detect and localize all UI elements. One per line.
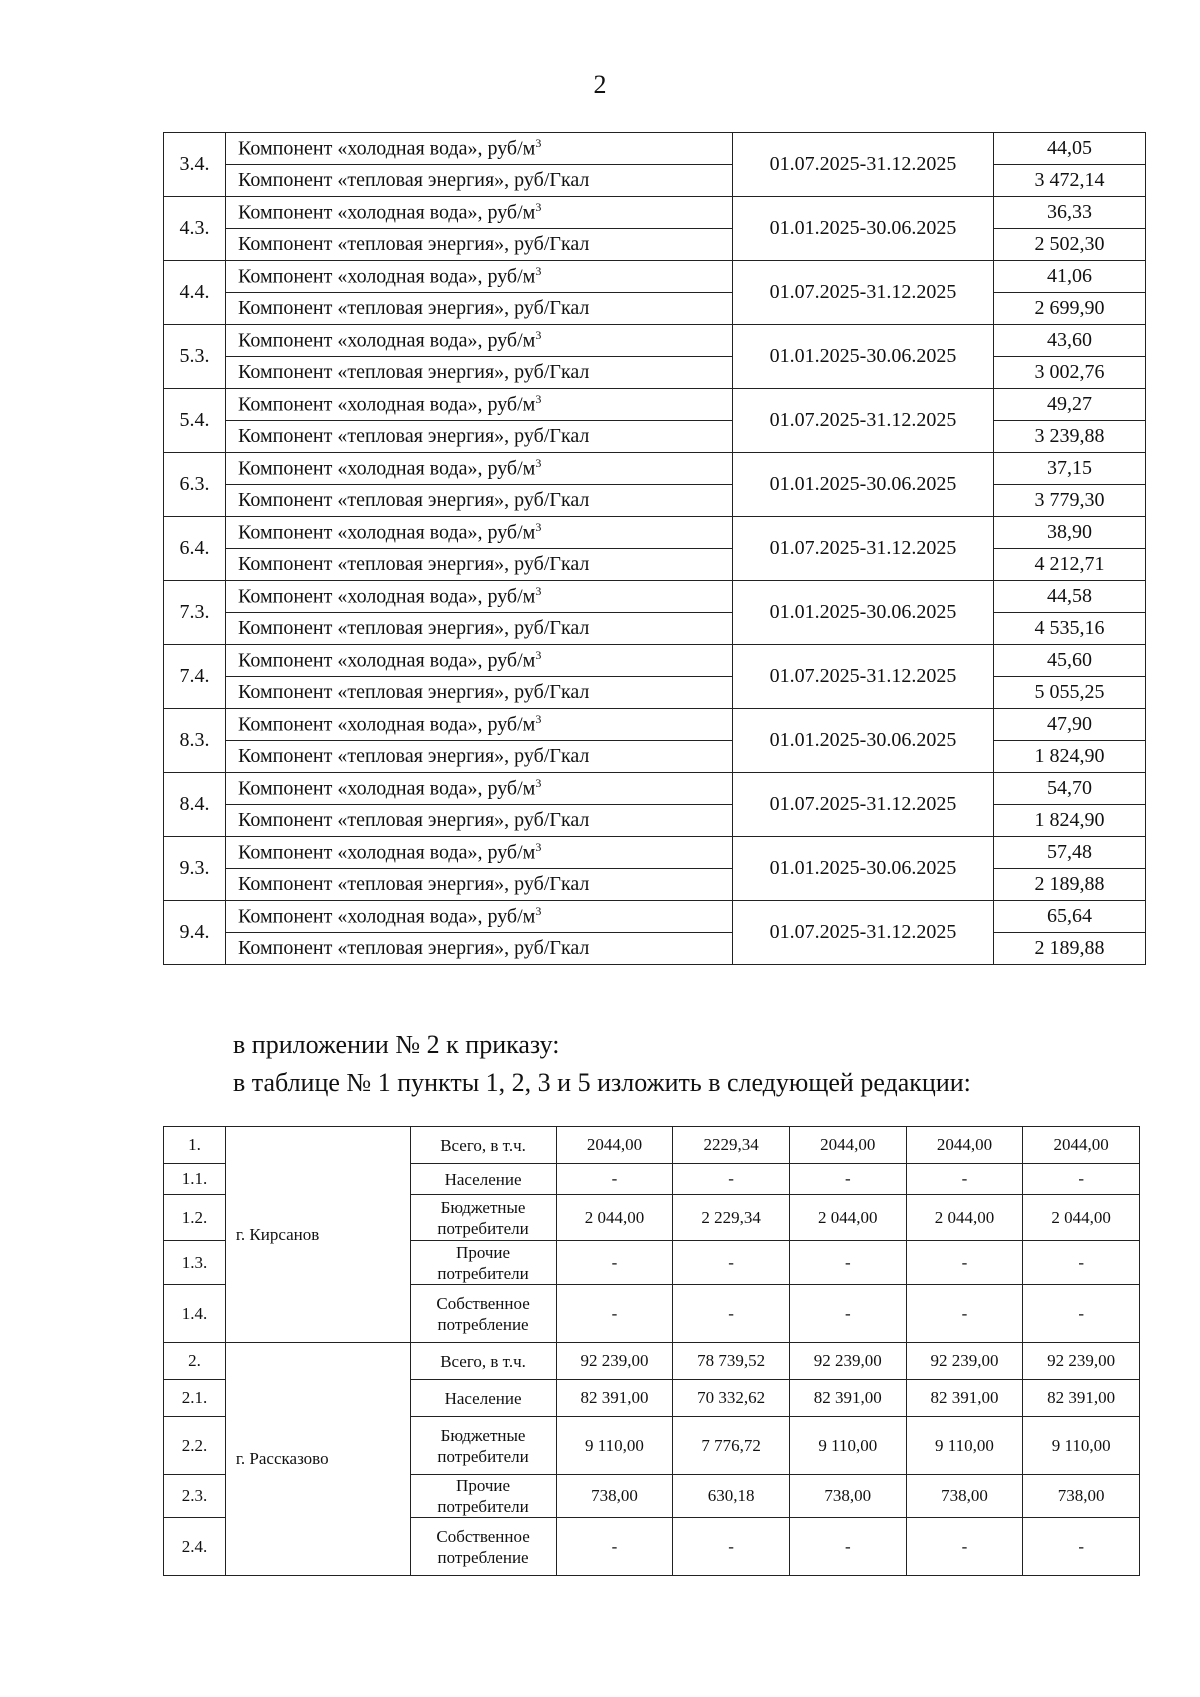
cubic-superscript: 3 — [535, 328, 542, 343]
volume-table — [163, 1126, 1140, 1576]
consumer-category: Всего, в т.ч. — [410, 1343, 556, 1380]
tariff-row — [164, 869, 1146, 901]
cold-water-value: 49,27 — [994, 389, 1146, 421]
tariff-row — [164, 293, 1146, 325]
volume-item-number: 1.2. — [164, 1195, 226, 1241]
volume-value: 738,00 — [789, 1475, 906, 1518]
volume-value: - — [789, 1164, 906, 1195]
volume-value: 7 776,72 — [673, 1417, 790, 1475]
volume-value: 78 739,52 — [673, 1343, 790, 1380]
volume-value: - — [789, 1285, 906, 1343]
cold-water-label-text: Компонент «холодная вода», руб/м — [238, 521, 536, 544]
cubic-superscript: 3 — [535, 520, 542, 535]
volume-value: 738,00 — [906, 1475, 1023, 1518]
consumer-category: Бюджетные потребители — [410, 1195, 556, 1241]
heat-energy-value: 3 472,14 — [994, 165, 1146, 197]
volume-value: - — [556, 1164, 673, 1195]
cold-water-value: 38,90 — [994, 517, 1146, 549]
volume-item-number: 2.2. — [164, 1417, 226, 1475]
heat-energy-component-label: Компонент «тепловая энергия», руб/Гкал — [226, 805, 733, 837]
tariff-row — [164, 837, 1146, 869]
tariff-row — [164, 677, 1146, 709]
volume-value: - — [1023, 1518, 1140, 1576]
tariff-item-number: 5.3. — [164, 325, 226, 389]
volume-value: 82 391,00 — [906, 1380, 1023, 1417]
volume-value: 92 239,00 — [789, 1343, 906, 1380]
cold-water-component-label — [226, 133, 733, 165]
intro-line-2: в таблице № 1 пункты 1, 2, 3 и 5 изложить в следующей редакции: — [233, 1068, 971, 1097]
tariff-item-number: 5.4. — [164, 389, 226, 453]
cold-water-component-label — [226, 453, 733, 485]
heat-energy-component-label: Компонент «тепловая энергия», руб/Гкал — [226, 869, 733, 901]
tariff-row — [164, 133, 1146, 165]
volume-value: 82 391,00 — [1023, 1380, 1140, 1417]
heat-energy-component-label: Компонент «тепловая энергия», руб/Гкал — [226, 933, 733, 965]
cold-water-component-label — [226, 389, 733, 421]
cubic-superscript: 3 — [535, 584, 542, 599]
cubic-superscript: 3 — [535, 200, 542, 215]
volume-value: - — [906, 1518, 1023, 1576]
volume-value: 2044,00 — [1023, 1127, 1140, 1164]
tariff-table — [163, 132, 1146, 965]
heat-energy-component-label: Компонент «тепловая энергия», руб/Гкал — [226, 293, 733, 325]
volume-item-number: 2.4. — [164, 1518, 226, 1576]
cold-water-label-text: Компонент «холодная вода», руб/м — [238, 201, 536, 224]
intro-line-1: в приложении № 2 к приказу: — [233, 1030, 560, 1059]
volume-value: - — [1023, 1164, 1140, 1195]
tariff-period: 01.07.2025-31.12.2025 — [733, 901, 994, 965]
volume-value: 92 239,00 — [1023, 1343, 1140, 1380]
tariff-item-number: 6.3. — [164, 453, 226, 517]
tariff-row — [164, 773, 1146, 805]
tariff-period: 01.07.2025-31.12.2025 — [733, 389, 994, 453]
heat-energy-component-label: Компонент «тепловая энергия», руб/Гкал — [226, 165, 733, 197]
tariff-item-number: 4.3. — [164, 197, 226, 261]
cold-water-component-label — [226, 901, 733, 933]
heat-energy-component-label: Компонент «тепловая энергия», руб/Гкал — [226, 741, 733, 773]
cubic-superscript: 3 — [535, 264, 542, 279]
cold-water-component-label — [226, 773, 733, 805]
volume-item-number: 1. — [164, 1127, 226, 1164]
cold-water-label-text: Компонент «холодная вода», руб/м — [238, 265, 536, 288]
volume-value: 2 229,34 — [673, 1195, 790, 1241]
consumer-category: Прочие потребители — [410, 1475, 556, 1518]
tariff-row — [164, 165, 1146, 197]
cubic-superscript: 3 — [535, 776, 542, 791]
tariff-period: 01.07.2025-31.12.2025 — [733, 517, 994, 581]
consumer-category: Прочие потребители — [410, 1241, 556, 1285]
volume-value: - — [1023, 1241, 1140, 1285]
volume-value: 9 110,00 — [1023, 1417, 1140, 1475]
page-number: 2 — [593, 70, 607, 99]
tariff-row — [164, 389, 1146, 421]
cold-water-value: 65,64 — [994, 901, 1146, 933]
tariff-period: 01.07.2025-31.12.2025 — [733, 645, 994, 709]
volume-value: 9 110,00 — [556, 1417, 673, 1475]
volume-value: - — [556, 1241, 673, 1285]
volume-value: - — [789, 1241, 906, 1285]
cold-water-component-label — [226, 517, 733, 549]
tariff-period: 01.01.2025-30.06.2025 — [733, 837, 994, 901]
tariff-item-number: 7.3. — [164, 581, 226, 645]
tariff-row — [164, 357, 1146, 389]
tariff-row — [164, 581, 1146, 613]
cubic-superscript: 3 — [535, 136, 542, 151]
volume-row — [164, 1343, 1140, 1380]
heat-energy-value: 3 239,88 — [994, 421, 1146, 453]
consumer-category: Население — [410, 1164, 556, 1195]
cold-water-label-text: Компонент «холодная вода», руб/м — [238, 841, 536, 864]
cold-water-value: 41,06 — [994, 261, 1146, 293]
tariff-period: 01.07.2025-31.12.2025 — [733, 261, 994, 325]
volume-value: 70 332,62 — [673, 1380, 790, 1417]
volume-value: 2229,34 — [673, 1127, 790, 1164]
cubic-superscript: 3 — [535, 712, 542, 727]
heat-energy-value: 2 189,88 — [994, 933, 1146, 965]
volume-value: - — [556, 1518, 673, 1576]
tariff-period: 01.01.2025-30.06.2025 — [733, 709, 994, 773]
tariff-period: 01.01.2025-30.06.2025 — [733, 453, 994, 517]
cold-water-component-label — [226, 645, 733, 677]
tariff-period: 01.07.2025-31.12.2025 — [733, 773, 994, 837]
heat-energy-value: 4 535,16 — [994, 613, 1146, 645]
cold-water-component-label — [226, 325, 733, 357]
heat-energy-value: 2 699,90 — [994, 293, 1146, 325]
heat-energy-component-label: Компонент «тепловая энергия», руб/Гкал — [226, 485, 733, 517]
volume-value: - — [556, 1285, 673, 1343]
cold-water-component-label — [226, 581, 733, 613]
cold-water-component-label — [226, 261, 733, 293]
volume-value: - — [906, 1285, 1023, 1343]
tariff-row — [164, 709, 1146, 741]
volume-value: 2 044,00 — [556, 1195, 673, 1241]
volume-value: 82 391,00 — [789, 1380, 906, 1417]
volume-value: 82 391,00 — [556, 1380, 673, 1417]
heat-energy-component-label: Компонент «тепловая энергия», руб/Гкал — [226, 677, 733, 709]
heat-energy-value: 4 212,71 — [994, 549, 1146, 581]
volume-item-number: 1.4. — [164, 1285, 226, 1343]
tariff-row — [164, 901, 1146, 933]
tariff-item-number: 6.4. — [164, 517, 226, 581]
volume-value: - — [673, 1518, 790, 1576]
tariff-row — [164, 549, 1146, 581]
cold-water-value: 37,15 — [994, 453, 1146, 485]
volume-value: 738,00 — [556, 1475, 673, 1518]
volume-value: 92 239,00 — [906, 1343, 1023, 1380]
tariff-period: 01.01.2025-30.06.2025 — [733, 197, 994, 261]
volume-value: - — [789, 1518, 906, 1576]
tariff-period: 01.01.2025-30.06.2025 — [733, 581, 994, 645]
volume-item-number: 2. — [164, 1343, 226, 1380]
cold-water-label-text: Компонент «холодная вода», руб/м — [238, 585, 536, 608]
volume-item-number: 2.3. — [164, 1475, 226, 1518]
heat-energy-component-label: Компонент «тепловая энергия», руб/Гкал — [226, 229, 733, 261]
heat-energy-component-label: Компонент «тепловая энергия», руб/Гкал — [226, 421, 733, 453]
tariff-row — [164, 421, 1146, 453]
cold-water-label-text: Компонент «холодная вода», руб/м — [238, 649, 536, 672]
tariff-item-number: 4.4. — [164, 261, 226, 325]
city-name: г. Кирсанов — [225, 1127, 410, 1343]
tariff-row — [164, 485, 1146, 517]
tariff-row — [164, 197, 1146, 229]
heat-energy-value: 5 055,25 — [994, 677, 1146, 709]
tariff-item-number: 8.3. — [164, 709, 226, 773]
cold-water-label-text: Компонент «холодная вода», руб/м — [238, 137, 536, 160]
volume-value: 2044,00 — [906, 1127, 1023, 1164]
cubic-superscript: 3 — [535, 392, 542, 407]
tariff-row — [164, 453, 1146, 485]
cold-water-value: 44,05 — [994, 133, 1146, 165]
cold-water-component-label — [226, 197, 733, 229]
tariff-row — [164, 645, 1146, 677]
heat-energy-value: 2 189,88 — [994, 869, 1146, 901]
volume-value: 9 110,00 — [789, 1417, 906, 1475]
consumer-category: Собственное потребление — [410, 1518, 556, 1576]
heat-energy-value: 1 824,90 — [994, 805, 1146, 837]
consumer-category: Население — [410, 1380, 556, 1417]
cold-water-label-text: Компонент «холодная вода», руб/м — [238, 713, 536, 736]
tariff-item-number: 3.4. — [164, 133, 226, 197]
tariff-row — [164, 325, 1146, 357]
volume-value: 2 044,00 — [1023, 1195, 1140, 1241]
heat-energy-value: 3 002,76 — [994, 357, 1146, 389]
tariff-row — [164, 517, 1146, 549]
heat-energy-value: 2 502,30 — [994, 229, 1146, 261]
cold-water-value: 54,70 — [994, 773, 1146, 805]
cold-water-label-text: Компонент «холодная вода», руб/м — [238, 777, 536, 800]
cold-water-label-text: Компонент «холодная вода», руб/м — [238, 393, 536, 416]
cold-water-value: 45,60 — [994, 645, 1146, 677]
cubic-superscript: 3 — [535, 840, 542, 855]
tariff-period: 01.07.2025-31.12.2025 — [733, 133, 994, 197]
tariff-row — [164, 933, 1146, 965]
volume-value: - — [1023, 1285, 1140, 1343]
consumer-category: Собственное потребление — [410, 1285, 556, 1343]
volume-row — [164, 1127, 1140, 1164]
tariff-row — [164, 261, 1146, 293]
volume-value: - — [906, 1164, 1023, 1195]
cold-water-value: 43,60 — [994, 325, 1146, 357]
cold-water-value: 36,33 — [994, 197, 1146, 229]
tariff-item-number: 9.4. — [164, 901, 226, 965]
volume-value: - — [673, 1285, 790, 1343]
volume-value: 9 110,00 — [906, 1417, 1023, 1475]
volume-value: 738,00 — [1023, 1475, 1140, 1518]
volume-value: 2044,00 — [789, 1127, 906, 1164]
tariff-item-number: 8.4. — [164, 773, 226, 837]
volume-value: - — [906, 1241, 1023, 1285]
tariff-row — [164, 805, 1146, 837]
cold-water-component-label — [226, 709, 733, 741]
heat-energy-component-label: Компонент «тепловая энергия», руб/Гкал — [226, 357, 733, 389]
tariff-item-number: 9.3. — [164, 837, 226, 901]
heat-energy-value: 3 779,30 — [994, 485, 1146, 517]
consumer-category: Бюджетные потребители — [410, 1417, 556, 1475]
tariff-period: 01.01.2025-30.06.2025 — [733, 325, 994, 389]
cubic-superscript: 3 — [535, 904, 542, 919]
cubic-superscript: 3 — [535, 648, 542, 663]
volume-value: - — [673, 1164, 790, 1195]
volume-value: 92 239,00 — [556, 1343, 673, 1380]
volume-value: 2 044,00 — [906, 1195, 1023, 1241]
volume-item-number: 2.1. — [164, 1380, 226, 1417]
tariff-item-number: 7.4. — [164, 645, 226, 709]
heat-energy-value: 1 824,90 — [994, 741, 1146, 773]
cold-water-component-label — [226, 837, 733, 869]
cold-water-label-text: Компонент «холодная вода», руб/м — [238, 457, 536, 480]
volume-item-number: 1.3. — [164, 1241, 226, 1285]
heat-energy-component-label: Компонент «тепловая энергия», руб/Гкал — [226, 549, 733, 581]
cold-water-label-text: Компонент «холодная вода», руб/м — [238, 905, 536, 928]
cold-water-label-text: Компонент «холодная вода», руб/м — [238, 329, 536, 352]
volume-value: 2 044,00 — [789, 1195, 906, 1241]
tariff-row — [164, 741, 1146, 773]
cubic-superscript: 3 — [535, 456, 542, 471]
tariff-row — [164, 613, 1146, 645]
volume-item-number: 1.1. — [164, 1164, 226, 1195]
heat-energy-component-label: Компонент «тепловая энергия», руб/Гкал — [226, 613, 733, 645]
consumer-category: Всего, в т.ч. — [410, 1127, 556, 1164]
volume-value: - — [673, 1241, 790, 1285]
cold-water-value: 47,90 — [994, 709, 1146, 741]
cold-water-value: 57,48 — [994, 837, 1146, 869]
cold-water-value: 44,58 — [994, 581, 1146, 613]
tariff-row — [164, 229, 1146, 261]
volume-value: 2044,00 — [556, 1127, 673, 1164]
city-name: г. Рассказово — [225, 1343, 410, 1576]
volume-value: 630,18 — [673, 1475, 790, 1518]
